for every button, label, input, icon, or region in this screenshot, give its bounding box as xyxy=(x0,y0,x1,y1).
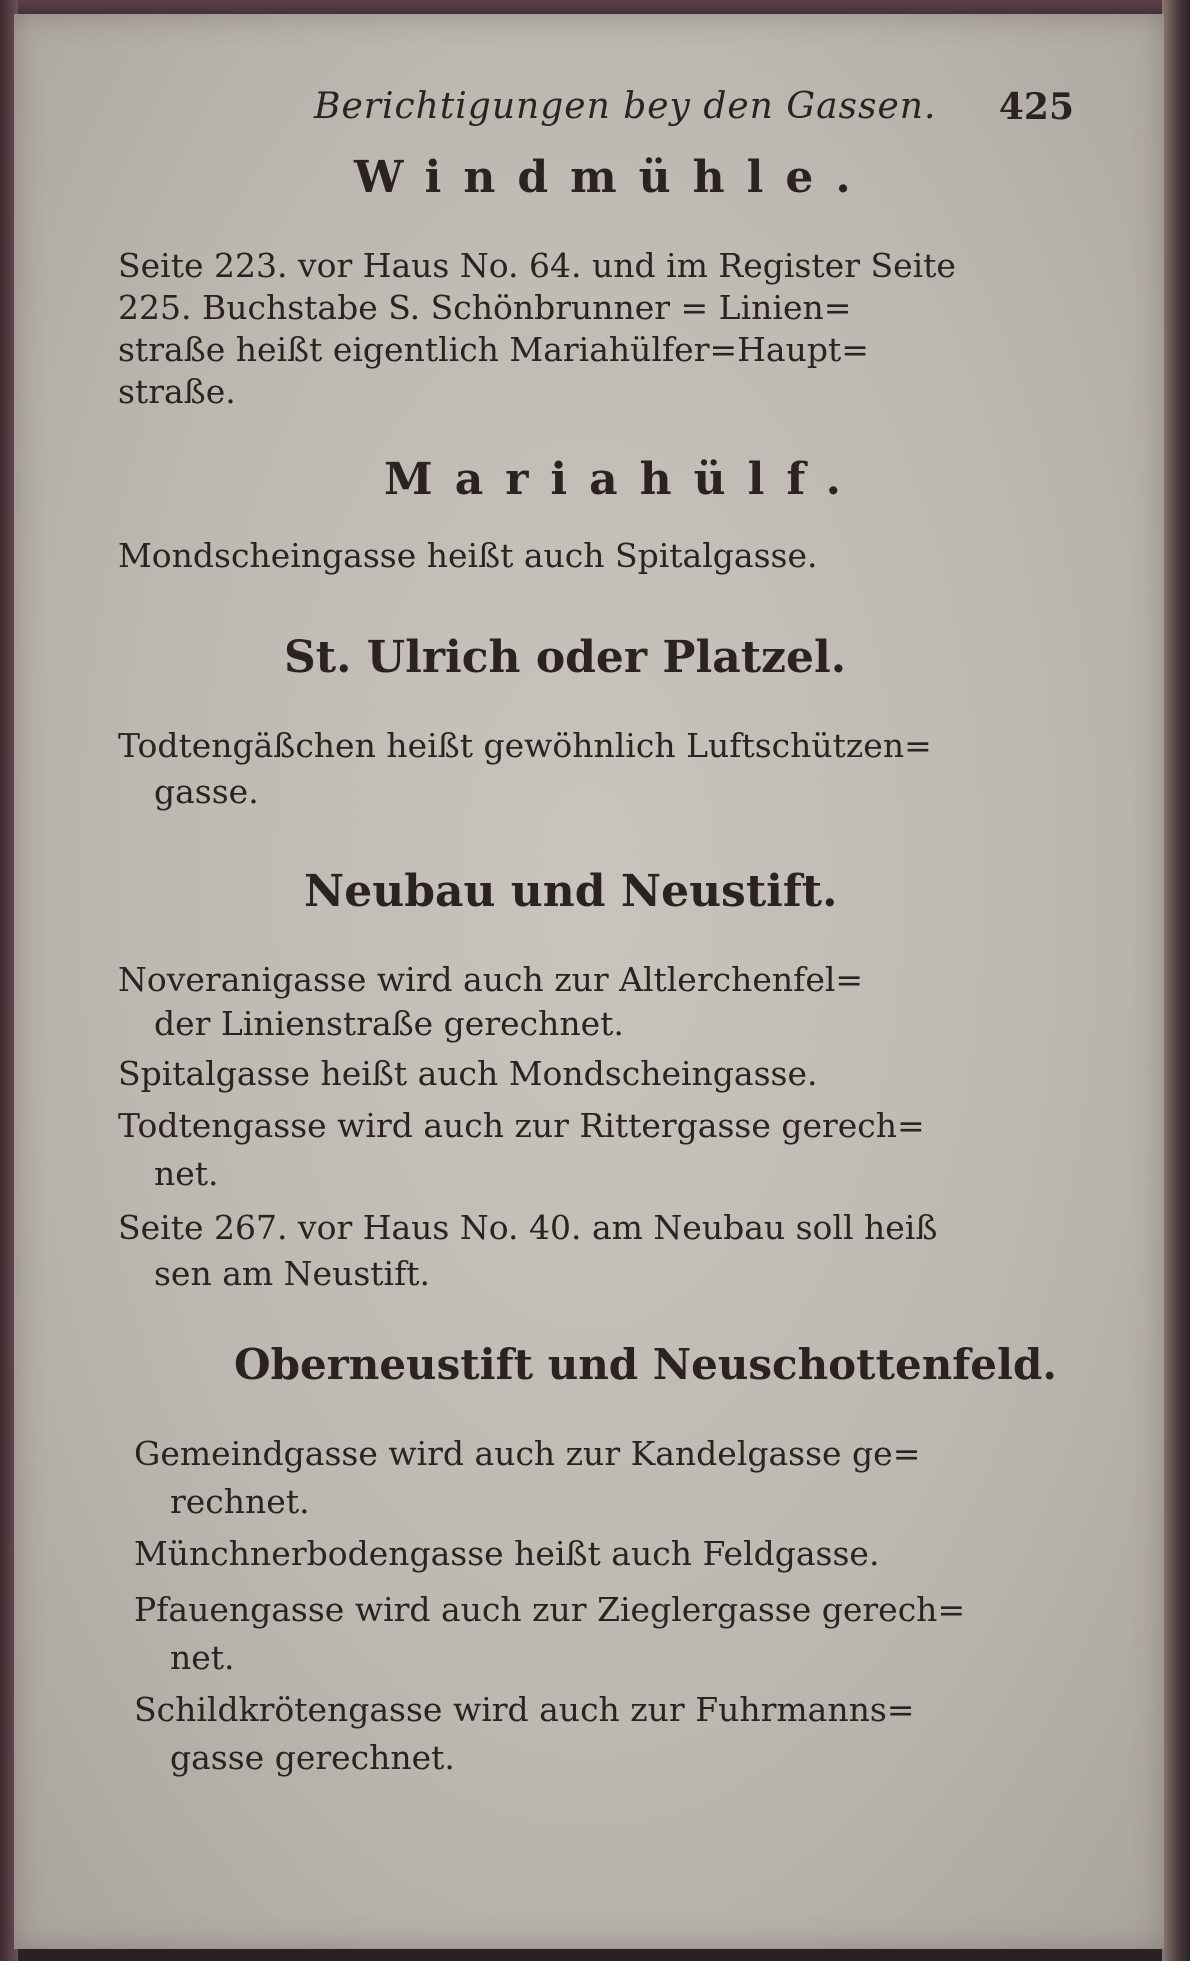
entry-line: straße. xyxy=(118,372,236,411)
book-edge-right xyxy=(1162,0,1190,1961)
section-title-oberneustift: Oberneustift und Neuschottenfeld. xyxy=(234,1340,1057,1389)
entry-line: sen am Neustift. xyxy=(154,1254,431,1293)
entry-line: Seite 223. vor Haus No. 64. und im Register Seite xyxy=(118,246,956,285)
entry-line: Gemeindgasse wird auch zur Kandelgasse ge= xyxy=(134,1434,921,1473)
entry-line: net. xyxy=(170,1638,235,1677)
book-page xyxy=(14,14,1164,1949)
section-title-neubau: Neubau und Neustift. xyxy=(304,866,838,917)
entry-line: Seite 267. vor Haus No. 40. am Neubau soll heiß xyxy=(118,1208,938,1247)
entry-line: Spitalgasse heißt auch Mondscheingasse. xyxy=(118,1054,818,1093)
entry-line: Schildkrötengasse wird auch zur Fuhrmanns= xyxy=(134,1690,915,1729)
section-title-windmuehle: Windmühle. xyxy=(354,152,873,203)
entry-line: Todtengasse wird auch zur Rittergasse gerech= xyxy=(118,1106,925,1145)
page-number: 425 xyxy=(998,86,1074,128)
entry-line: Todtengäßchen heißt gewöhnlich Luftschützen= xyxy=(118,726,932,765)
entry-line: rechnet. xyxy=(170,1482,310,1521)
entry-line: gasse. xyxy=(154,772,259,811)
entry-line: der Linienstraße gerechnet. xyxy=(154,1004,624,1043)
entry-line: gasse gerechnet. xyxy=(170,1738,455,1777)
entry-line: net. xyxy=(154,1154,219,1193)
section-title-st-ulrich: St. Ulrich oder Platzel. xyxy=(284,632,847,683)
entry-line: 225. Buchstabe S. Schönbrunner = Linien= xyxy=(118,288,852,327)
entry-line: Münchnerbodengasse heißt auch Feldgasse. xyxy=(134,1534,880,1573)
entry-line: Noveranigasse wird auch zur Altlerchenfel= xyxy=(118,960,864,999)
section-title-mariahuelf: Mariahülf. xyxy=(384,454,863,505)
running-head: Berichtigungen bey den Gassen. xyxy=(314,86,937,127)
entry-line: Mondscheingasse heißt auch Spitalgasse. xyxy=(118,536,818,575)
page-header xyxy=(314,86,1094,136)
entry-line: Pfauengasse wird auch zur Zieglergasse gerech= xyxy=(134,1590,966,1629)
entry-line: straße heißt eigentlich Mariahülfer=Haupt= xyxy=(118,330,869,369)
